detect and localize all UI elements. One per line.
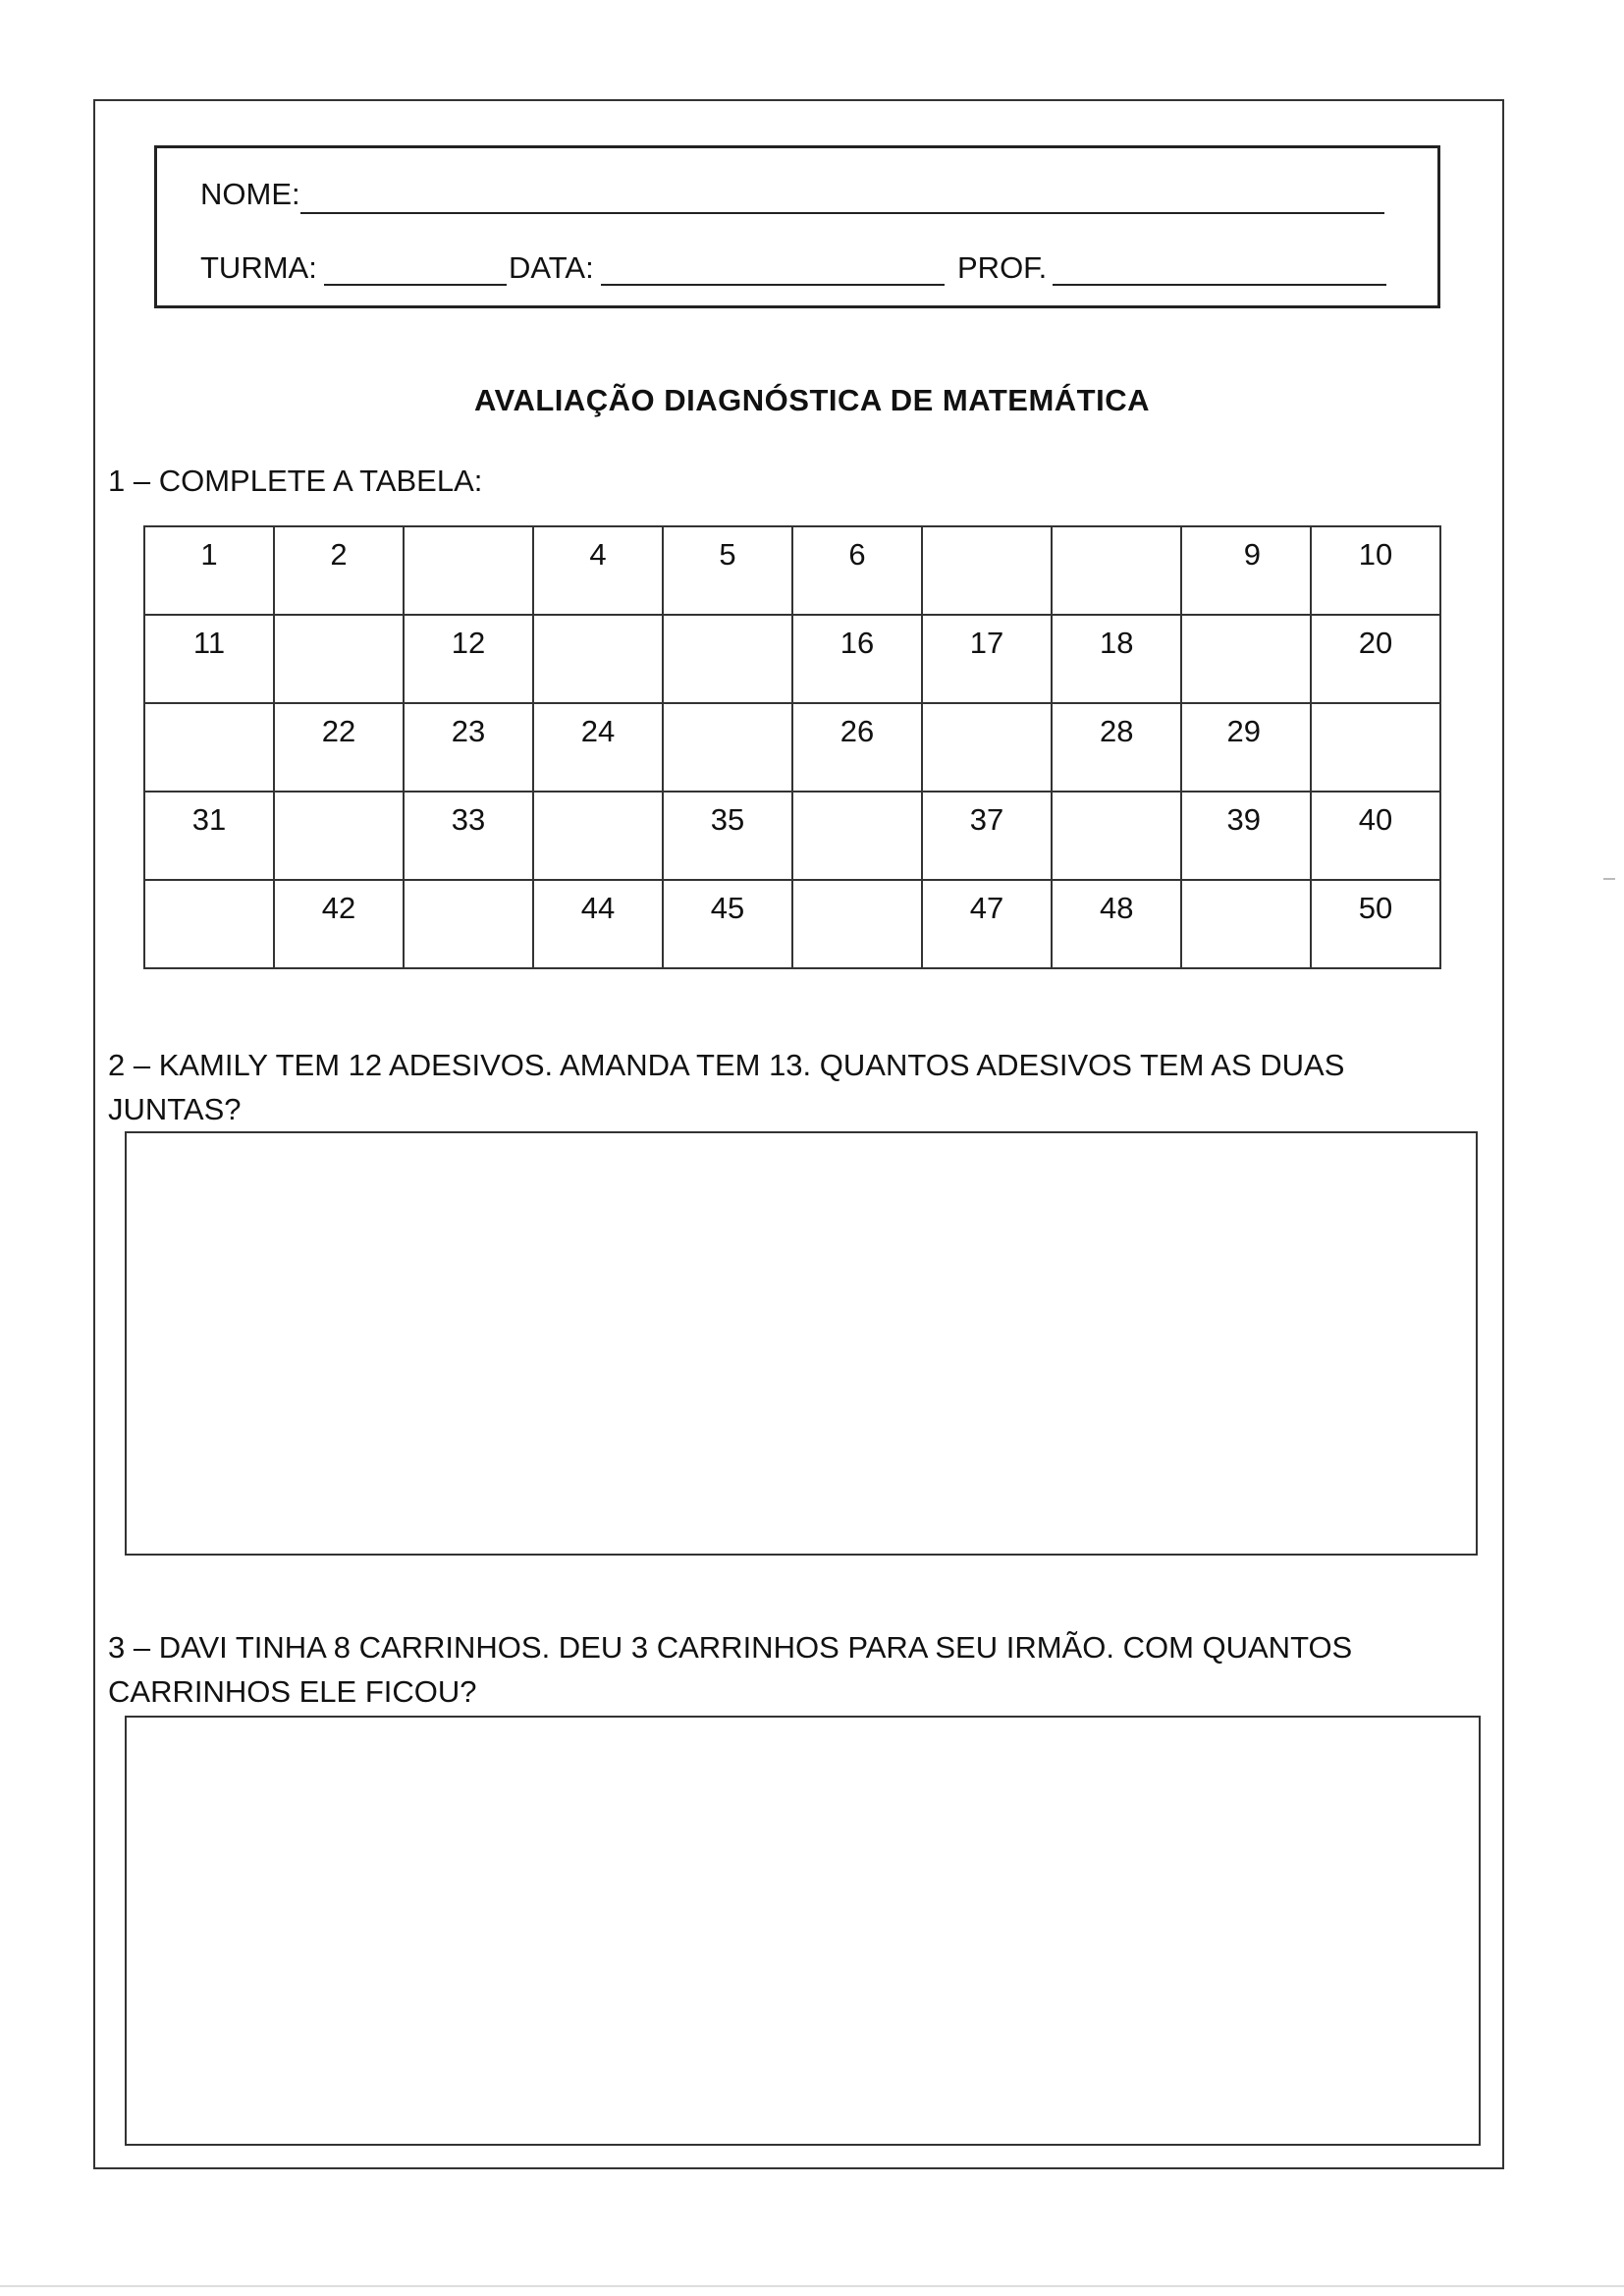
table-cell: 23 xyxy=(404,703,533,792)
table-cell: 24 xyxy=(533,703,663,792)
table-cell: 44 xyxy=(533,880,663,968)
table-row xyxy=(144,615,1440,703)
table-cell: 29 xyxy=(1181,703,1311,792)
data-field[interactable] xyxy=(601,284,945,286)
table-cell[interactable] xyxy=(533,615,663,703)
table-cell: 16 xyxy=(792,615,922,703)
page-title: AVALIAÇÃO DIAGNÓSTICA DE MATEMÁTICA xyxy=(474,383,1150,417)
scan-edge xyxy=(0,2285,1624,2287)
table-cell: 6 xyxy=(792,526,922,615)
table-row xyxy=(144,792,1440,880)
table-cell[interactable] xyxy=(274,792,404,880)
table-cell: 45 xyxy=(663,880,792,968)
nome-field[interactable] xyxy=(300,212,1384,214)
table-cell: 40 xyxy=(1311,792,1440,880)
table-cell: 39 xyxy=(1181,792,1311,880)
table-cell: 50 xyxy=(1311,880,1440,968)
prof-field[interactable] xyxy=(1053,284,1386,286)
prof-label: PROF. xyxy=(957,250,1048,285)
table-cell[interactable] xyxy=(1311,703,1440,792)
table-row xyxy=(144,526,1440,615)
table-cell: 28 xyxy=(1052,703,1181,792)
table-cell[interactable] xyxy=(533,792,663,880)
table-row xyxy=(144,880,1440,968)
question-3-line-2: CARRINHOS ELE FICOU? xyxy=(108,1674,477,1709)
turma-label: TURMA: xyxy=(200,250,317,285)
table-cell: 20 xyxy=(1311,615,1440,703)
table-cell: 10 xyxy=(1311,526,1440,615)
scan-mark xyxy=(1603,878,1615,880)
table-cell: 35 xyxy=(663,792,792,880)
question-1-text: 1 – COMPLETE A TABELA: xyxy=(108,464,483,498)
table-cell[interactable] xyxy=(404,526,533,615)
table-cell: 31 xyxy=(144,792,274,880)
table-cell[interactable] xyxy=(1052,526,1181,615)
table-cell: 1 xyxy=(144,526,274,615)
table-cell: 37 xyxy=(922,792,1052,880)
question-3-answer-box[interactable] xyxy=(125,1716,1481,2146)
table-cell: 11 xyxy=(144,615,274,703)
table-cell: 26 xyxy=(792,703,922,792)
table-row xyxy=(144,703,1440,792)
table-cell[interactable] xyxy=(404,880,533,968)
table-cell: 33 xyxy=(404,792,533,880)
table-cell: 18 xyxy=(1052,615,1181,703)
table-cell[interactable] xyxy=(1181,880,1311,968)
question-2-answer-box[interactable] xyxy=(125,1131,1478,1556)
table-cell: 17 xyxy=(922,615,1052,703)
table-cell[interactable] xyxy=(792,880,922,968)
table-cell: 48 xyxy=(1052,880,1181,968)
table-cell[interactable] xyxy=(792,792,922,880)
question-2-line-2: JUNTAS? xyxy=(108,1092,242,1126)
table-cell[interactable] xyxy=(1181,615,1311,703)
nome-label: NOME: xyxy=(200,177,300,211)
table-cell[interactable] xyxy=(922,526,1052,615)
table-cell: 9 xyxy=(1181,526,1311,615)
table-cell: 5 xyxy=(663,526,792,615)
table-cell[interactable] xyxy=(144,703,274,792)
question-3-line-1: 3 – DAVI TINHA 8 CARRINHOS. DEU 3 CARRINHOS PARA SEU IRMÃO. COM QUANTOS xyxy=(108,1630,1353,1665)
data-label: DATA: xyxy=(509,250,594,285)
table-cell: 4 xyxy=(533,526,663,615)
table-cell: 47 xyxy=(922,880,1052,968)
table-cell: 22 xyxy=(274,703,404,792)
turma-field[interactable] xyxy=(324,284,507,286)
table-cell[interactable] xyxy=(922,703,1052,792)
table-cell: 12 xyxy=(404,615,533,703)
table-cell[interactable] xyxy=(144,880,274,968)
number-table xyxy=(143,525,1441,969)
question-2-line-1: 2 – KAMILY TEM 12 ADESIVOS. AMANDA TEM 13. QUANTOS ADESIVOS TEM AS DUAS xyxy=(108,1048,1345,1082)
table-cell[interactable] xyxy=(274,615,404,703)
table-cell: 2 xyxy=(274,526,404,615)
table-cell[interactable] xyxy=(663,703,792,792)
table-cell: 42 xyxy=(274,880,404,968)
table-cell[interactable] xyxy=(1052,792,1181,880)
table-cell[interactable] xyxy=(663,615,792,703)
